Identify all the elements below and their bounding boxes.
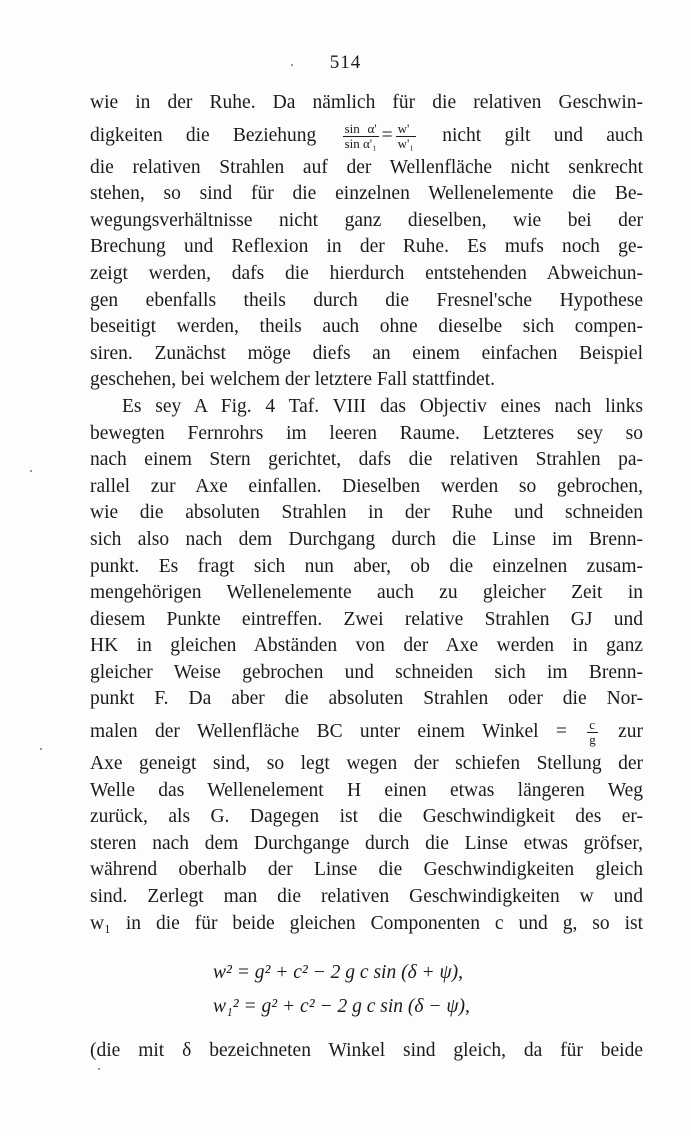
text-line: bewegten Fernrohrs im leeren Raume. Letzteres sey so xyxy=(90,422,643,444)
text-line: geschehen, bei welchem der letztere Fall stattfindet. xyxy=(90,369,495,391)
fraction-sine-ratio xyxy=(343,122,379,151)
text-line: zeigt werden, dafs die hierdurch entstehenden Abweichun- xyxy=(90,262,643,284)
text-line: zurück, als G. Dagegen ist die Geschwindigkeit des er- xyxy=(90,806,643,828)
equals-sign: = xyxy=(381,124,393,146)
text-line: beseitigt werden, theils auch ohne dieselbe sich compen- xyxy=(90,316,643,338)
text-line: sich also nach dem Durchgang durch die Linse im Brenn- xyxy=(90,528,643,550)
fraction-numerator: c xyxy=(587,718,598,733)
text-fragment: zur xyxy=(618,721,644,743)
fraction-denominator: w'₁ xyxy=(397,135,414,151)
body-text xyxy=(90,90,643,937)
fraction-numerator: sin α' xyxy=(344,120,377,136)
equals-sign: = xyxy=(555,721,567,743)
fraction-angle xyxy=(587,718,598,747)
text-line: die relativen Strahlen auf der Wellenfläche nicht senkrecht xyxy=(90,156,643,178)
text-line: diesem Punkte eintreffen. Zwei relative Strahlen GJ und xyxy=(90,608,643,630)
text-line: (die mit δ bezeichneten Winkel sind gleich, da für beide xyxy=(90,1040,643,1061)
scan-speck xyxy=(291,64,293,66)
text-line: wie die absoluten Strahlen in der Ruhe und schneiden xyxy=(90,502,643,524)
text-line: mengehörigen Wellenelemente auch zu gleicher Zeit in xyxy=(90,582,643,604)
scan-speck xyxy=(30,470,32,472)
text-line: HK in gleichen Abständen von der Axe werden in ganz xyxy=(90,635,643,657)
page-number: 514 xyxy=(329,52,362,73)
text-line: wegungsverhältnisse nicht ganz dieselben, wie bei der xyxy=(90,209,643,231)
text-line: sind. Zerlegt man die relativen Geschwindigkeiten w und xyxy=(90,886,643,908)
text-line: Axe geneigt sind, so legt wegen der schiefen Stellung der xyxy=(90,753,643,775)
scan-speck xyxy=(98,1068,100,1070)
inline-fraction-line xyxy=(90,713,643,751)
text-line: punkt F. Da aber die absoluten Strahlen oder die Nor- xyxy=(90,688,643,710)
fraction-denominator: sin α'₁ xyxy=(344,135,377,151)
fraction-denominator: g xyxy=(589,732,596,748)
equation-w-squared: w² = g² + c² − 2 g c sin (δ + ψ), xyxy=(213,962,464,983)
text-line: während oberhalb der Linse die Geschwindigkeiten gleich xyxy=(90,859,643,881)
text-line: w₁ in die für beide gleichen Componenten c und g, so ist xyxy=(90,912,643,934)
text-line: stehen, so sind für die einzelnen Wellenelemente die Be- xyxy=(90,183,643,205)
text-line: steren nach dem Durchgange durch die Linse etwas gröfser, xyxy=(90,832,643,854)
text-line: punkt. Es fragt sich nun aber, ob die einzelnen zusam- xyxy=(90,555,643,577)
text-line: Brechung und Reflexion in der Ruhe. Es mufs noch ge- xyxy=(90,236,643,258)
fraction-velocity-ratio xyxy=(396,122,416,151)
text-line: gleicher Weise gebrochen und schneiden sich im Brenn- xyxy=(90,661,643,683)
text-line: gen ebenfalls theils durch die Fresnel'sche Hypothese xyxy=(90,289,643,311)
text-fragment: malen der Wellenfläche BC unter einem Winkel xyxy=(90,721,539,743)
paragraph-start-line: Es sey A Fig. 4 Taf. VIII das Objectiv eines nach links xyxy=(122,395,643,417)
scan-speck xyxy=(40,748,42,750)
text-line: nach einem Stern gerichtet, dafs die relativen Strahlen pa- xyxy=(90,449,643,471)
fraction-numerator: w' xyxy=(396,122,416,137)
text-fragment: nicht gilt und auch xyxy=(442,124,644,146)
text-line: siren. Zunächst möge diefs an einem einfachen Beispiel xyxy=(90,342,643,364)
inline-fraction-line xyxy=(90,117,643,155)
final-text xyxy=(90,1038,643,1065)
text-line: wie in der Ruhe. Da nämlich für die relativen Geschwin- xyxy=(90,92,643,113)
equation-w1-squared: w₁² = g² + c² − 2 g c sin (δ − ψ), xyxy=(213,996,470,1017)
text-line: rallel zur Axe einfallen. Dieselben werden so gebrochen, xyxy=(90,475,643,497)
text-fragment: digkeiten die Beziehung xyxy=(90,124,317,146)
text-line: Welle das Wellenelement H einen etwas längeren Weg xyxy=(90,779,643,801)
